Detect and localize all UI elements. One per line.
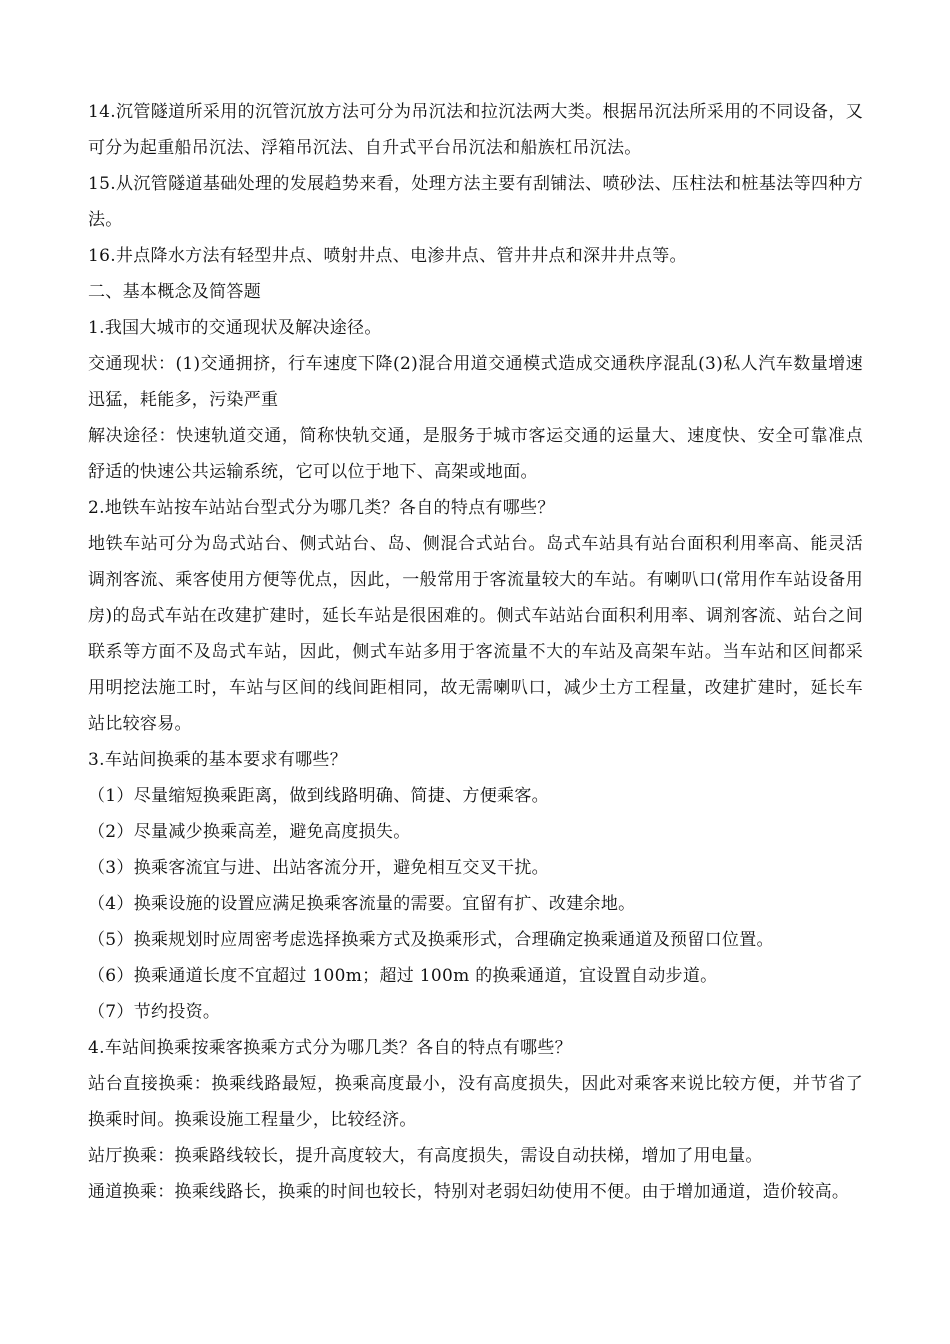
question-4: 4.车站间换乘按乘客换乘方式分为哪几类？各自的特点有哪些？ <box>88 1038 572 1058</box>
answer-passage-transfer: 通道换乘：换乘线路长，换乘的时间也较长，特别对老弱妇幼使用不便。由于增加通道，造价较高。 <box>88 1182 850 1202</box>
paragraph-item-15: 15.从沉管隧道基础处理的发展趋势来看，处理方法主要有刮铺法、喷砂法、压柱法和桩基法等四种方法。 <box>88 174 863 230</box>
paragraph-item-14: 14.沉管隧道所采用的沉管沉放方法可分为吊沉法和拉沉法两大类。根据吊沉法所采用的不同设备，又可分为起重船吊沉法、浮箱吊沉法、自升式平台吊沉法和船族杠吊沉法。 <box>88 102 863 158</box>
question-3: 3.车站间换乘的基本要求有哪些？ <box>88 750 348 770</box>
answer-traffic-status: 交通现状：(1)交通拥挤，行车速度下降(2)混合用道交通模式造成交通秩序混乱(3)私人汽车数量增速迅猛，耗能多，污染严重 <box>88 354 863 410</box>
requirement-item: （5）换乘规划时应周密考虑选择换乘方式及换乘形式，合理确定换乘通道及预留口位置。 <box>88 930 774 950</box>
question-2: 2.地铁车站按车站站台型式分为哪几类？各自的特点有哪些？ <box>88 498 555 518</box>
requirement-item: （6）换乘通道长度不宜超过 100m；超过 100m 的换乘通道，宜设置自动步道。 <box>88 966 718 986</box>
document-page <box>88 94 863 1210</box>
paragraph-item-16: 16.井点降水方法有轻型井点、喷射井点、电渗井点、管井井点和深井井点等。 <box>88 246 687 266</box>
answer-platform-types: 地铁车站可分为岛式站台、侧式站台、岛、侧混合式站台。岛式车站具有站台面积利用率高、能灵活调剂客流、乘客使用方便等优点，因此，一般常用于客流量较大的车站。有喇叭口(常用作车站设备用房)的岛式车站在改建扩建时，延长车站是很困难的。侧式车站站台面积利用率、调剂客流、站台之间联系等方面不及岛式车站，因此，侧式车站多用于客流量不大的车站及高架车站。当车站和区间都采用明挖法施工时，车站与区间的线间距相同，故无需喇叭口，减少土方工程量，改建扩建时，延长车站比较容易。 <box>88 534 863 734</box>
answer-hall-transfer: 站厅换乘：换乘路线较长，提升高度较大，有高度损失，需设自动扶梯，增加了用电量。 <box>88 1146 763 1166</box>
answer-solution: 解决途径：快速轨道交通，简称快轨交通，是服务于城市客运交通的运量大、速度快、安全可靠准点舒适的快速公共运输系统，它可以位于地下、高架或地面。 <box>88 426 863 482</box>
answer-platform-transfer: 站台直接换乘：换乘线路最短，换乘高度最小，没有高度损失，因此对乘客来说比较方便，并节省了换乘时间。换乘设施工程量少，比较经济。 <box>88 1074 863 1130</box>
requirement-item: （2）尽量减少换乘高差，避免高度损失。 <box>88 822 411 842</box>
requirement-item: （3）换乘客流宜与进、出站客流分开，避免相互交叉干扰。 <box>88 858 549 878</box>
requirement-item: （7）节约投资。 <box>88 1002 221 1022</box>
section-heading: 二、基本概念及简答题 <box>88 282 261 302</box>
requirement-item: （1）尽量缩短换乘距离，做到线路明确、简捷、方便乘客。 <box>88 786 549 806</box>
question-1: 1.我国大城市的交通现状及解决途径。 <box>88 318 382 338</box>
requirement-item: （4）换乘设施的设置应满足换乘客流量的需要。宜留有扩、改建余地。 <box>88 894 636 914</box>
